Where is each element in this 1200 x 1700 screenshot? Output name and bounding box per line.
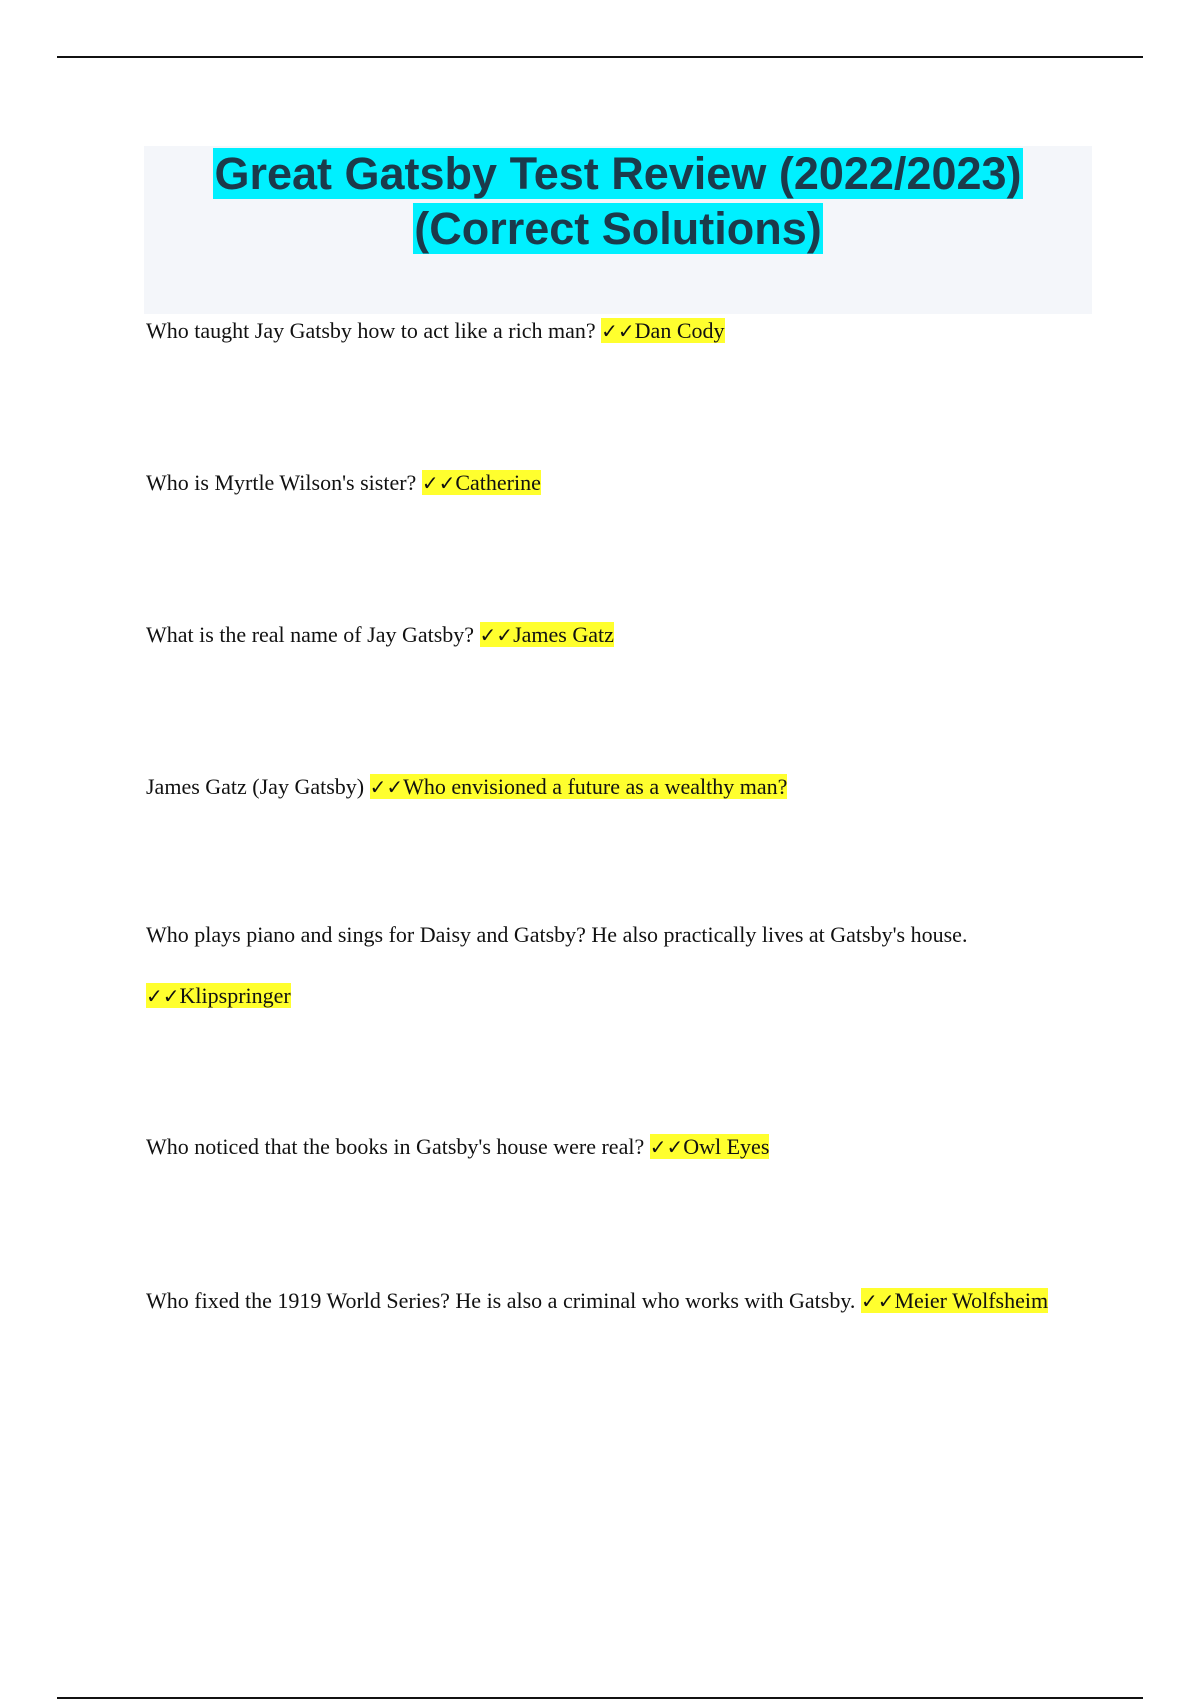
answer-text: Owl Eyes [683, 1134, 770, 1159]
answer-text: James Gatz [513, 622, 614, 647]
question-text: Who fixed the 1919 World Series? He is also a criminal who works with Gatsby. [146, 1288, 856, 1313]
answer-highlight [650, 1134, 770, 1159]
answer-text: Dan Cody [634, 318, 725, 343]
answer-highlight [861, 1288, 1048, 1313]
question-text: Who is Myrtle Wilson's sister? [146, 470, 417, 495]
qa-item-2 [146, 452, 1086, 514]
double-check-icon: ✓✓ [146, 984, 180, 1008]
question-text: Who noticed that the books in Gatsby's house were real? [146, 1134, 645, 1159]
page-title-line-2: (Correct Solutions) [414, 203, 822, 254]
top-rule [57, 56, 1143, 58]
answer-highlight [146, 983, 291, 1008]
double-check-icon: ✓✓ [649, 1135, 684, 1159]
double-check-icon: ✓✓ [369, 775, 404, 799]
answer-text: Who envisioned a future as a wealthy man? [403, 774, 788, 799]
question-text: Who taught Jay Gatsby how to act like a rich man? [146, 318, 596, 343]
double-check-icon: ✓✓ [860, 1289, 895, 1313]
bottom-rule [57, 1697, 1143, 1699]
qa-item-4 [146, 756, 1086, 818]
qa-item-7 [146, 1270, 1086, 1332]
qa-item-1 [146, 300, 1086, 362]
page-title-line-1: Great Gatsby Test Review (2022/2023) [214, 148, 1022, 199]
answer-highlight [422, 470, 541, 495]
double-check-icon: ✓✓ [601, 319, 635, 343]
question-text: What is the real name of Jay Gatsby? [146, 622, 475, 647]
qa-item-6 [146, 1116, 1086, 1178]
double-check-icon: ✓✓ [479, 623, 514, 647]
answer-text: Klipspringer [179, 983, 291, 1008]
title-block [144, 146, 1092, 314]
question-text: James Gatz (Jay Gatsby) [146, 774, 365, 799]
answer-highlight [370, 774, 788, 799]
answer-text: Meier Wolfsheim [894, 1288, 1049, 1313]
answer-highlight [601, 318, 724, 343]
qa-item-5 [146, 904, 1086, 1027]
double-check-icon: ✓✓ [421, 471, 456, 495]
answer-highlight [480, 622, 614, 647]
question-text: Who plays piano and sings for Daisy and Gatsby? He also practically lives at Gatsby's house. [146, 922, 968, 947]
answer-text: Catherine [455, 470, 541, 495]
qa-item-3 [146, 604, 1086, 666]
